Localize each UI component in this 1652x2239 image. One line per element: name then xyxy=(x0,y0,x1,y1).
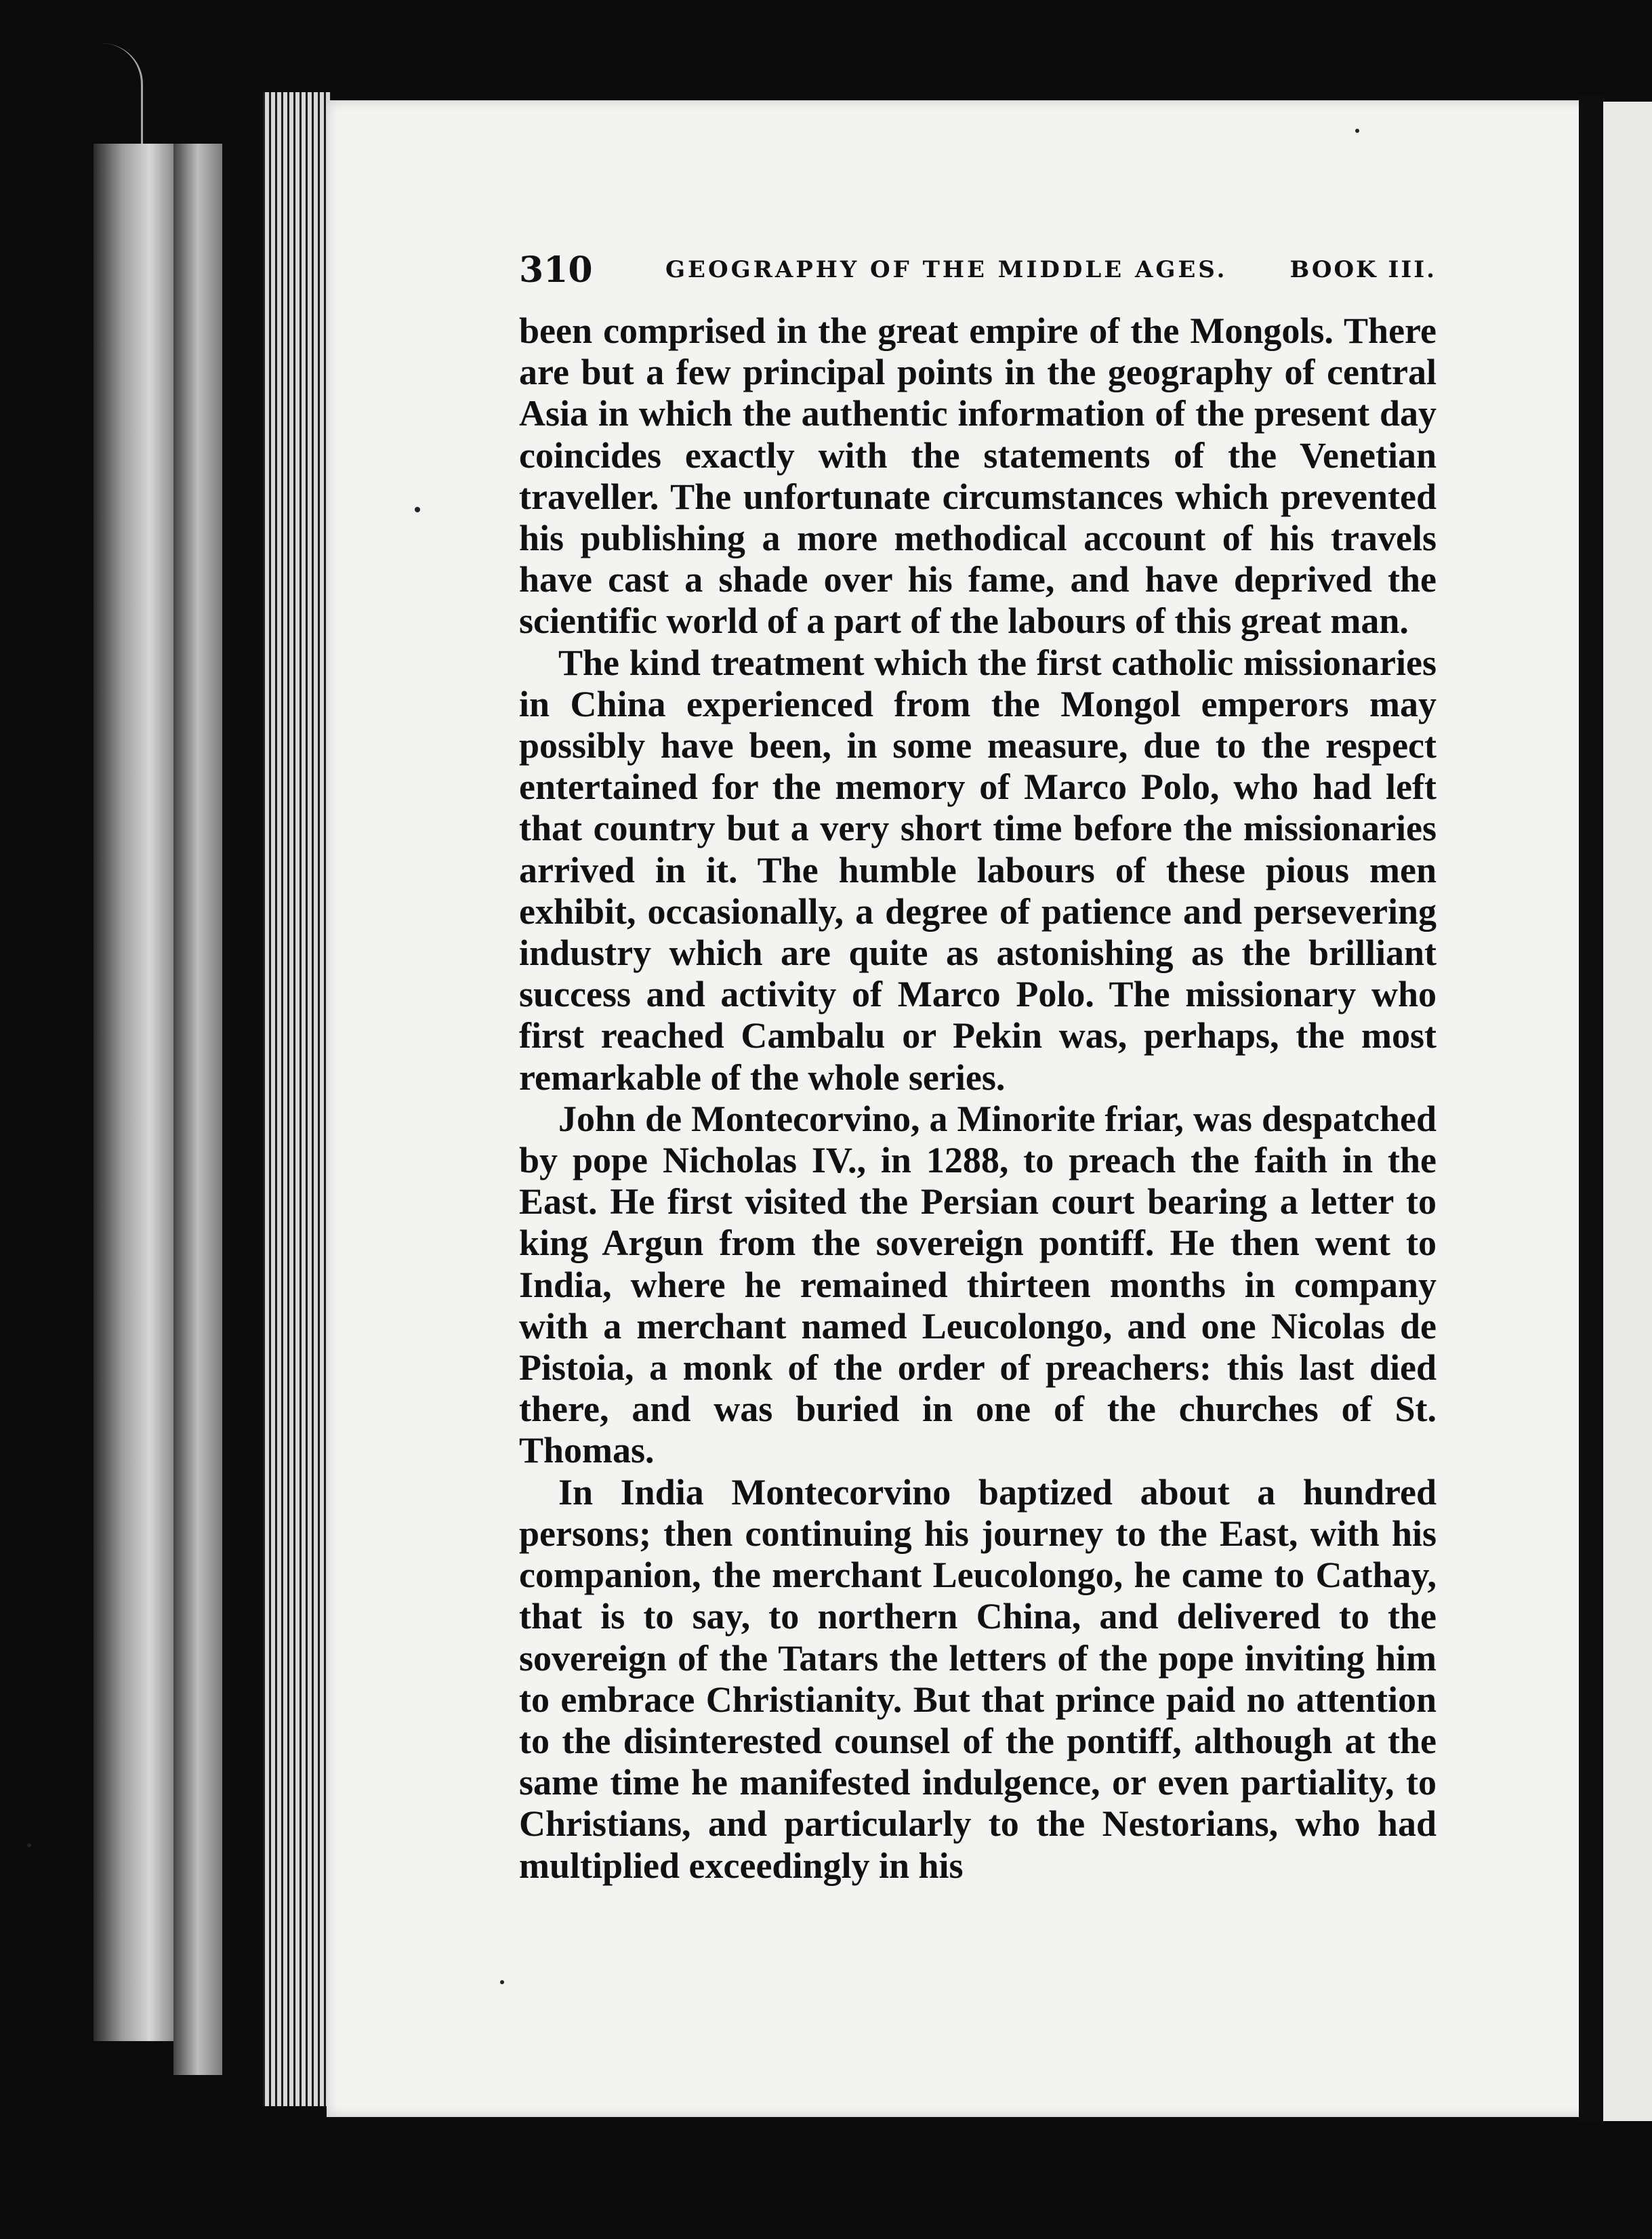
paragraph: In India Montecorvino baptized about a hundred persons; then continuing his journey to the East, with his companion, the merchant Leucolongo, he came to Cathay, that is to say, to northern China, and delivered to the sovereign of the Tatars the letters of the pope inviting him to embrace Christianity. But that prince paid no attention to the disinterested counsel of the pontiff, although at the same time he manifested indulgence, or even partiality, to Christians, and particularly to the Nestorians, who had multiplied exceedingly in his xyxy=(519,1471,1437,1886)
paragraph: The kind treatment which the first catholic missionaries in China experienced from the Mongol emperors may possibly have been, in some measure, due to the respect entertained for the memory of Marco Polo, who had left that country but a very short time before the missionaries arrived in it. The humble labours of these pious men exhibit, occasionally, a degree of patience and persevering industry which are quite as astonishing as the brilliant success and activity of Marco Polo. The missionary who first reached Cambalu or Pekin was, perhaps, the most remarkable of the whole series. xyxy=(519,642,1437,1098)
page-header xyxy=(519,249,1437,297)
paragraph: John de Montecorvino, a Minorite friar, was despatched by pope Nicholas IV., in 1288, to preach the faith in the East. He first visited the Persian court bearing a letter to king Argun from the sovereign pontiff. He then went to India, where he remained thirteen months in company with a merchant named Leucolongo, and one Nicolas de Pistoia, a monk of the order of preachers: this last died there, and was buried in one of the churches of St. Thomas. xyxy=(519,1098,1437,1471)
page-body xyxy=(519,310,1437,1887)
ink-speck xyxy=(500,1980,504,1984)
book-left-edge xyxy=(94,144,173,2041)
ink-speck xyxy=(415,507,420,512)
paragraph: been comprised in the great empire of the Mongols. There are but a few principal points in the geography of central Asia in which the authentic information of the present day coincides exactly with the statements of the Venetian traveller. The unfortunate circumstances which prevented his publishing a more methodical account of his travels have cast a shade over his fame, and have deprived the scientific world of a part of the labours of this great man. xyxy=(519,310,1437,642)
book-left-edge-inner xyxy=(173,144,222,2075)
page-number: 310 xyxy=(519,249,593,291)
book-label: BOOK III. xyxy=(1289,256,1437,283)
facing-page-edge xyxy=(1603,102,1652,2121)
running-title: GEOGRAPHY OF THE MIDDLE AGES. xyxy=(665,256,1228,283)
ink-speck xyxy=(27,1843,31,1847)
ink-speck xyxy=(1355,129,1359,133)
book-gutter xyxy=(1579,95,1603,2121)
page-stack-edges xyxy=(263,92,331,2106)
